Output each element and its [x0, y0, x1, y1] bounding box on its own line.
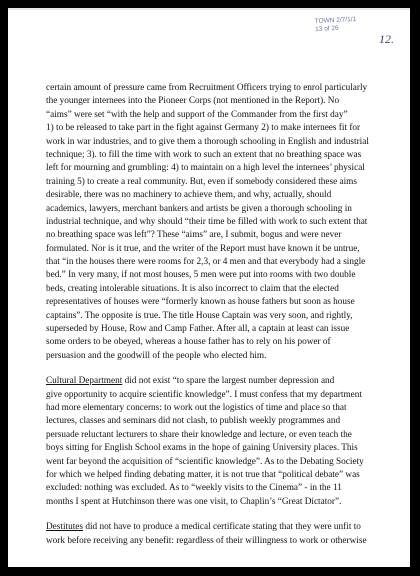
section-heading-cultural-department: Cultural Department	[46, 376, 123, 387]
text-line: work before receiving any benefit: regardless of their willingness to work or otherwise	[46, 535, 367, 546]
text-line: superseded by House, Row and Camp Father. After all, a captain at least can issue	[46, 324, 350, 335]
body-text	[46, 82, 381, 548]
text-line: captains”. The opposite is true. The title House Captain was very soon, and rightly,	[46, 310, 353, 321]
archive-ref-line: TOWN 2/7/1/1	[314, 15, 357, 26]
text-line: work in war industries, and to give them a thorough schooling in English and industrial	[46, 136, 369, 147]
text-line: the younger internees into the Pioneer Corps (not mentioned in the Report). No	[46, 96, 340, 107]
text-line: persuade reluctant lecturers to share their knowledge and lecture, or even teach the	[46, 429, 352, 440]
text-line: industrial technique, and why should “their time be filled with work to such extent that	[46, 216, 368, 227]
paragraph	[46, 521, 381, 548]
text-line-rest: did not have to produce a medical certificate stating that they were unfit to	[83, 522, 361, 533]
text-line: that “in the houses there were rooms for 2,3, or 4 men and that everybody had a single	[46, 257, 366, 268]
text-line: excluded: nothing was excluded. As to “weekly visits to the Cinema” - in the 11	[46, 483, 342, 494]
text-line: some orders to be obeyed, whereas a house father has to rely on his power of	[46, 337, 331, 348]
page-edge	[8, 8, 410, 10]
text-line-rest: did not exist “to spare the largest number depression and	[122, 376, 335, 387]
archive-ref-line: 13 of 26	[315, 24, 339, 34]
text-line: “aims” were set “with the help and support of the Commander from the first day”	[46, 109, 348, 120]
text-line: desirable, there was no machinery to achieve them, and why, actually, should	[46, 190, 332, 201]
text-line: certain amount of pressure came from Recruitment Officers trying to enrol particularly	[46, 83, 368, 93]
text-line: give opportunity to acquire scientific knowledge”. I must confess that my department	[46, 389, 362, 400]
text-line: representatives of houses were “formerly known as house fathers but soon as house	[46, 297, 355, 308]
text-line: boys sitting for English School exams in the hope of gaining University places. This	[46, 443, 358, 454]
archive-reference-stamp	[315, 16, 357, 34]
text-line	[46, 521, 381, 534]
text-line: left for mourning and grumbling: 4) to maintain on a high level the internees’ physical	[46, 163, 365, 174]
text-line: formulated. Nor is it true, and the writer of the Report must have known it be untrue,	[46, 243, 360, 254]
text-line: training 5) to create a real community. But, even if somebody considered these aims	[46, 176, 357, 187]
text-line: beds, creating intolerable situations. It is also incorrect to claim that the elected	[46, 283, 339, 294]
document-page	[8, 8, 410, 567]
text-line: persuasion and the goodwill of the people who elected him.	[46, 350, 267, 361]
text-line: academics, lawyers, merchant bankers and artists be given a thorough schooling in	[46, 203, 352, 214]
paragraph	[46, 375, 381, 509]
text-line: bed.” In very many, if not most houses, 5 men were put into rooms with two double	[46, 270, 356, 281]
text-line: technique; 3). to fill the time with work to such an extent that no breathing space was	[46, 149, 362, 160]
text-line: had more elementary concerns: to work out the logistics of time and place so that	[46, 402, 347, 413]
text-line: months I spent at Hutchinson there was one visit, to Chaplin’s “Great Dictator”.	[46, 496, 342, 507]
text-line: no breathing space was left”? These “aims” are, I submit, bogus and were never	[46, 230, 342, 241]
page-number: 12.	[379, 32, 394, 46]
text-line: 1) to be released to take part in the fight against Germany 2) to make internees fit for	[46, 123, 361, 134]
section-heading-destitutes: Destitutes	[46, 522, 83, 533]
text-line	[46, 375, 381, 388]
text-line: lectures, classes and seminars did not clash, to publish weekly programmes and	[46, 416, 341, 427]
text-line: for which we helped finding debating matter, it is not true that “political debate” was	[46, 469, 360, 480]
text-line: went far beyond the acquisition of “scientific knowledge”. As to the Debating Society	[46, 456, 364, 467]
paragraph	[46, 82, 381, 363]
